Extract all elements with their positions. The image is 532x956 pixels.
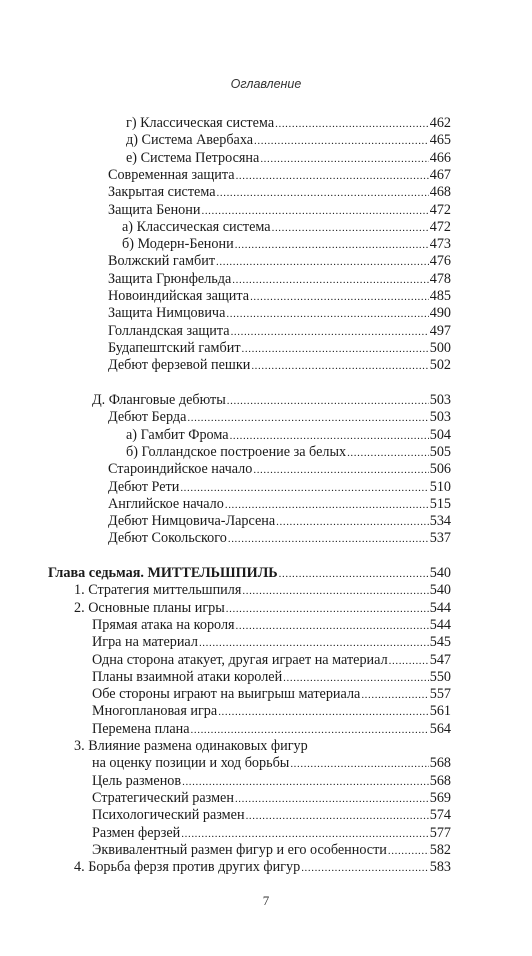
- leader-dots: [201, 203, 428, 220]
- toc-entry-page: 478: [429, 270, 451, 287]
- toc-entry: [108, 167, 451, 184]
- toc-entry: [126, 444, 451, 461]
- toc-entry-title: Психологический размен: [92, 807, 245, 824]
- toc-entry-page: 467: [429, 166, 451, 183]
- toc-entry: [92, 634, 451, 651]
- toc-entry-title: г) Классическая система: [126, 115, 275, 131]
- toc-entry: [92, 842, 451, 859]
- toc-entry: [108, 461, 451, 478]
- toc-entry-page: 472: [429, 201, 451, 218]
- leader-dots: [254, 133, 429, 150]
- toc-entry-page: 468: [429, 184, 451, 201]
- toc-entry-title: Английское начало: [108, 495, 224, 512]
- toc-entry-title: Обе стороны играют на выигрыш материала: [92, 686, 361, 703]
- toc-entry-title: Эквивалентный размен фигур и его особенности: [92, 841, 387, 858]
- toc-entry: [126, 115, 451, 132]
- leader-dots: [231, 324, 429, 341]
- leader-dots: [242, 583, 428, 600]
- leader-dots: [290, 756, 428, 773]
- toc-entry-title: Голландская защита: [108, 322, 230, 339]
- toc-entry: [92, 392, 451, 409]
- leader-dots: [253, 462, 428, 479]
- toc-entry-title: Планы взаимной атаки королей: [92, 668, 283, 685]
- toc-entry-page: 557: [429, 686, 451, 703]
- toc-entry-title: 2. Основные планы игры: [74, 599, 225, 616]
- toc-entry-title: 4. Борьба ферзя против других фигур: [74, 859, 301, 876]
- toc-entry-title: Дебют Сокольского: [108, 530, 227, 547]
- leader-dots: [227, 393, 429, 410]
- leader-dots: [232, 272, 428, 289]
- leader-dots: [301, 860, 429, 877]
- toc-entry-title: Защита Грюнфельда: [108, 270, 232, 287]
- leader-dots: [187, 410, 428, 427]
- toc-entry-page: 515: [429, 495, 451, 512]
- leader-dots: [276, 514, 429, 531]
- leader-dots: [191, 722, 429, 739]
- toc-entry-page: 510: [429, 478, 451, 495]
- toc-entry: [108, 305, 451, 322]
- toc-entry-page: 473: [429, 236, 451, 253]
- toc-entry-title: Дебют Нимцовича-Ларсена: [108, 513, 276, 530]
- leader-dots: [235, 791, 429, 808]
- toc-entry-page: 537: [429, 530, 451, 547]
- toc-entry-page: 561: [429, 703, 451, 720]
- toc-entry-title: 1. Стратегия миттельшпиля: [74, 582, 242, 599]
- toc-entry: [126, 427, 451, 444]
- toc-entry: [92, 773, 451, 790]
- toc-entry: [92, 755, 451, 772]
- toc-entry-page: 540: [429, 565, 451, 581]
- toc-entry-title: Игра на материал: [92, 634, 198, 651]
- toc-entry-title: Дебют Рети: [108, 478, 180, 495]
- toc-entry: [108, 202, 451, 219]
- toc-entry-title: 3. Влияние размена одинаковых фигур: [74, 738, 308, 754]
- toc-entry: [108, 271, 451, 288]
- toc-entry: [92, 617, 451, 634]
- toc-entry-page: 574: [429, 807, 451, 824]
- toc-chapter-entry: [48, 565, 451, 582]
- toc-entry: [74, 738, 308, 755]
- leader-dots: [230, 428, 429, 445]
- page-number: 7: [262, 893, 270, 908]
- toc-entry-page: 540: [429, 582, 451, 599]
- toc-entry: [126, 132, 451, 149]
- leader-dots: [361, 687, 428, 704]
- toc-entry-page: 577: [429, 824, 451, 841]
- leader-dots: [228, 531, 429, 548]
- toc-entry-title: б) Модерн-Бенони: [122, 236, 234, 253]
- toc-entry: [108, 253, 451, 270]
- toc-entry: [108, 357, 451, 374]
- toc-entry-title: Староиндийское начало: [108, 461, 253, 478]
- leader-dots: [216, 254, 429, 271]
- toc-entry: [122, 219, 451, 236]
- toc-entry-page: 534: [429, 513, 451, 530]
- leader-dots: [181, 826, 428, 843]
- toc-entry-page: 472: [429, 218, 451, 235]
- toc-entry: [92, 825, 451, 842]
- leader-dots: [389, 653, 429, 670]
- running-header: Оглавление: [230, 77, 302, 91]
- toc-entry: [74, 582, 451, 599]
- toc-entry-page: 545: [429, 634, 451, 651]
- toc-entry-title: Волжский гамбит: [108, 253, 216, 270]
- toc-entry-title: Современная защита: [108, 166, 235, 183]
- toc-entry-title: Размен ферзей: [92, 824, 181, 841]
- toc-entry-title: Цель разменов: [92, 772, 182, 789]
- toc-entry-page: 568: [429, 772, 451, 789]
- toc-entry: [74, 859, 451, 876]
- leader-dots: [250, 289, 429, 306]
- toc-entry-page: 583: [429, 859, 451, 876]
- leader-dots: [218, 704, 429, 721]
- toc-entry-title: Многоплановая игра: [92, 703, 218, 720]
- leader-dots: [236, 168, 429, 185]
- leader-dots: [279, 566, 429, 583]
- leader-dots: [388, 843, 429, 860]
- leader-dots: [199, 635, 429, 652]
- toc-entry-page: 569: [429, 789, 451, 806]
- toc-entry-title: на оценку позиции и ход борьбы: [92, 755, 290, 772]
- leader-dots: [251, 358, 428, 375]
- toc-entry-page: 504: [429, 426, 451, 443]
- toc-entry-title: Прямая атака на короля: [92, 616, 235, 633]
- leader-dots: [272, 220, 429, 237]
- toc-entry-title: б) Голландское построение за белых: [126, 443, 347, 460]
- toc-entry-title: Новоиндийская защита: [108, 288, 250, 304]
- toc-entry-page: 544: [429, 599, 451, 616]
- toc-entry-page: 502: [429, 357, 451, 374]
- toc-entry-title: Перемена плана: [92, 720, 190, 737]
- toc-entry-page: 500: [429, 339, 451, 356]
- toc-entry: [92, 669, 451, 686]
- toc-entry: [108, 513, 451, 530]
- leader-dots: [347, 445, 429, 462]
- toc-entry-title: д) Система Авербаха: [126, 132, 254, 149]
- toc-entry-page: 582: [429, 841, 451, 858]
- leader-dots: [225, 497, 429, 514]
- toc-entry-page: 490: [429, 305, 451, 322]
- toc-entry-page: 476: [429, 253, 451, 270]
- leader-dots: [275, 116, 429, 133]
- toc-entry-page: 544: [429, 616, 451, 633]
- toc-entry-page: 503: [429, 409, 451, 426]
- toc-entry: [108, 340, 451, 357]
- toc-entry-title: Дебют Берда: [108, 409, 187, 426]
- leader-dots: [283, 670, 429, 687]
- leader-dots: [226, 306, 428, 323]
- leader-dots: [226, 601, 429, 618]
- toc-entry-page: 485: [429, 288, 451, 304]
- toc-entry-title: е) Система Петросяна: [126, 149, 260, 166]
- toc-entry: [92, 703, 451, 720]
- toc-entry: [108, 409, 451, 426]
- toc-entry-page: 462: [429, 115, 451, 131]
- toc-entry: [108, 479, 451, 496]
- leader-dots: [217, 185, 429, 202]
- toc-entry: [92, 790, 451, 807]
- toc-entry-page: 497: [429, 322, 451, 339]
- toc-entry-title: Защита Нимцовича: [108, 305, 226, 322]
- toc-entry-title: Закрытая система: [108, 184, 216, 201]
- toc-entry: [126, 150, 451, 167]
- toc-entry-page: 466: [429, 149, 451, 166]
- toc-entry: [74, 600, 451, 617]
- leader-dots: [242, 341, 429, 358]
- leader-dots: [182, 774, 429, 791]
- toc-entry-title: Глава седьмая. МИТТЕЛЬШПИЛЬ: [48, 565, 278, 581]
- toc-entry-title: а) Классическая система: [122, 218, 271, 235]
- toc-entry: [92, 686, 451, 703]
- leader-dots: [235, 237, 429, 254]
- toc-entry-page: 550: [429, 668, 451, 685]
- toc-entry-title: Будапештский гамбит: [108, 339, 241, 356]
- toc-entry-page: 465: [429, 132, 451, 149]
- toc-entry: [108, 530, 451, 547]
- toc-entry-page: 547: [429, 651, 451, 668]
- toc-entry: [108, 323, 451, 340]
- toc-entry: [122, 236, 451, 253]
- toc-entry: [92, 807, 451, 824]
- leader-dots: [260, 151, 428, 168]
- toc-entry-page: 568: [429, 755, 451, 772]
- toc-entry-title: Защита Бенони: [108, 201, 201, 218]
- toc-entry-page: 505: [429, 443, 451, 460]
- toc-entry: [108, 184, 451, 201]
- toc-entry-title: Д. Фланговые дебюты: [92, 392, 226, 408]
- toc-entry: [92, 721, 451, 738]
- toc-entry-title: а) Гамбит Фрома: [126, 426, 229, 443]
- toc-entry: [108, 496, 451, 513]
- leader-dots: [246, 808, 429, 825]
- toc-entry-title: Дебют ферзевой пешки: [108, 357, 251, 374]
- leader-dots: [180, 480, 428, 497]
- toc-entry: [108, 288, 451, 305]
- toc-entry: [92, 652, 451, 669]
- toc-entry-page: 503: [429, 392, 451, 408]
- toc-entry-page: 564: [429, 720, 451, 737]
- toc-entry-page: 506: [429, 461, 451, 478]
- toc-entry-title: Одна сторона атакует, другая играет на материал: [92, 651, 388, 668]
- leader-dots: [236, 618, 429, 635]
- toc-entry-title: Стратегический размен: [92, 789, 234, 806]
